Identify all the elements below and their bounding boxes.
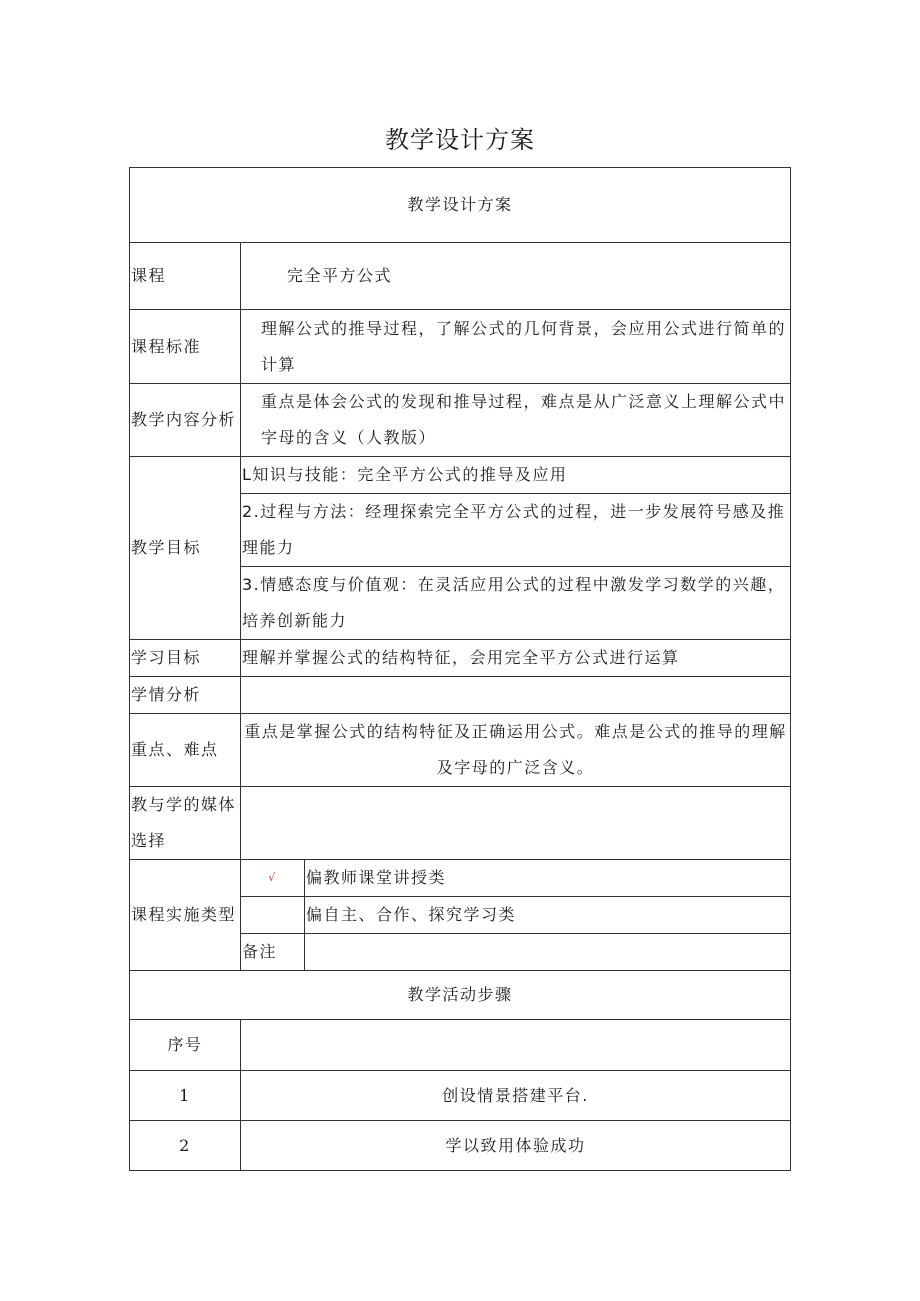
content-row: [130, 384, 791, 457]
type-row-1: [130, 860, 791, 897]
standard-row: [130, 310, 791, 384]
course-label: 课程: [130, 243, 241, 310]
standard-value: 理解公式的推导过程，了解公式的几何背景，会应用公式进行简单的计算: [241, 310, 791, 384]
objectives-label: 教学目标: [130, 457, 241, 640]
step-number: 2: [130, 1121, 241, 1171]
objective-item: L知识与技能：完全平方公式的推导及应用: [241, 457, 791, 494]
table-header: 教学设计方案: [130, 168, 791, 243]
step-text: 学以致用体验成功: [241, 1121, 791, 1171]
objective-row-1: [130, 457, 791, 494]
course-row: [130, 243, 791, 310]
learning-goal-value: 理解并掌握公式的结构特征，会用完全平方公式进行运算: [241, 640, 791, 677]
step-text: 创设情景搭建平台.: [241, 1071, 791, 1121]
media-row: [130, 787, 791, 860]
step-row: [130, 1121, 791, 1171]
check-mark: √: [241, 860, 305, 897]
content-label: 教学内容分析: [130, 384, 241, 457]
seq-label: 序号: [130, 1020, 241, 1071]
remark-value: [305, 934, 791, 971]
type-option: 偏教师课堂讲授类: [305, 860, 791, 897]
analysis-label: 学情分析: [130, 677, 241, 714]
seq-header-row: [130, 1020, 791, 1071]
key-points-row: [130, 714, 791, 787]
check-mark: [241, 897, 305, 934]
objective-item: 2.过程与方法：经理探索完全平方公式的过程，进一步发展符号感及推理能力: [241, 494, 791, 567]
remark-label: 备注: [241, 934, 305, 971]
document-title: 教学设计方案: [385, 126, 535, 154]
course-value: 完全平方公式: [241, 243, 791, 310]
step-number: 1: [130, 1071, 241, 1121]
media-value: [241, 787, 791, 860]
key-points-value: 重点是掌握公式的结构特征及正确运用公式。难点是公式的推导的理解及字母的广泛含义。: [241, 714, 791, 787]
analysis-value: [241, 677, 791, 714]
seq-value: [241, 1020, 791, 1071]
learning-goal-row: [130, 640, 791, 677]
content-value: 重点是体会公式的发现和推导过程，难点是从广泛意义上理解公式中字母的含义（人教版）: [241, 384, 791, 457]
teaching-plan-table: [129, 167, 791, 1171]
steps-header: 教学活动步骤: [130, 971, 791, 1020]
analysis-row: [130, 677, 791, 714]
steps-header-row: [130, 971, 791, 1020]
objective-item: 3.情感态度与价值观：在灵活应用公式的过程中激发学习数学的兴趣，培养创新能力: [241, 567, 791, 640]
step-row: [130, 1071, 791, 1121]
type-label: 课程实施类型: [130, 860, 241, 971]
key-points-label: 重点、难点: [130, 714, 241, 787]
standard-label: 课程标准: [130, 310, 241, 384]
header-row: [130, 168, 791, 243]
type-option: 偏自主、合作、探究学习类: [305, 897, 791, 934]
media-label: 教与学的媒体选择: [130, 787, 241, 860]
learning-goal-label: 学习目标: [130, 640, 241, 677]
